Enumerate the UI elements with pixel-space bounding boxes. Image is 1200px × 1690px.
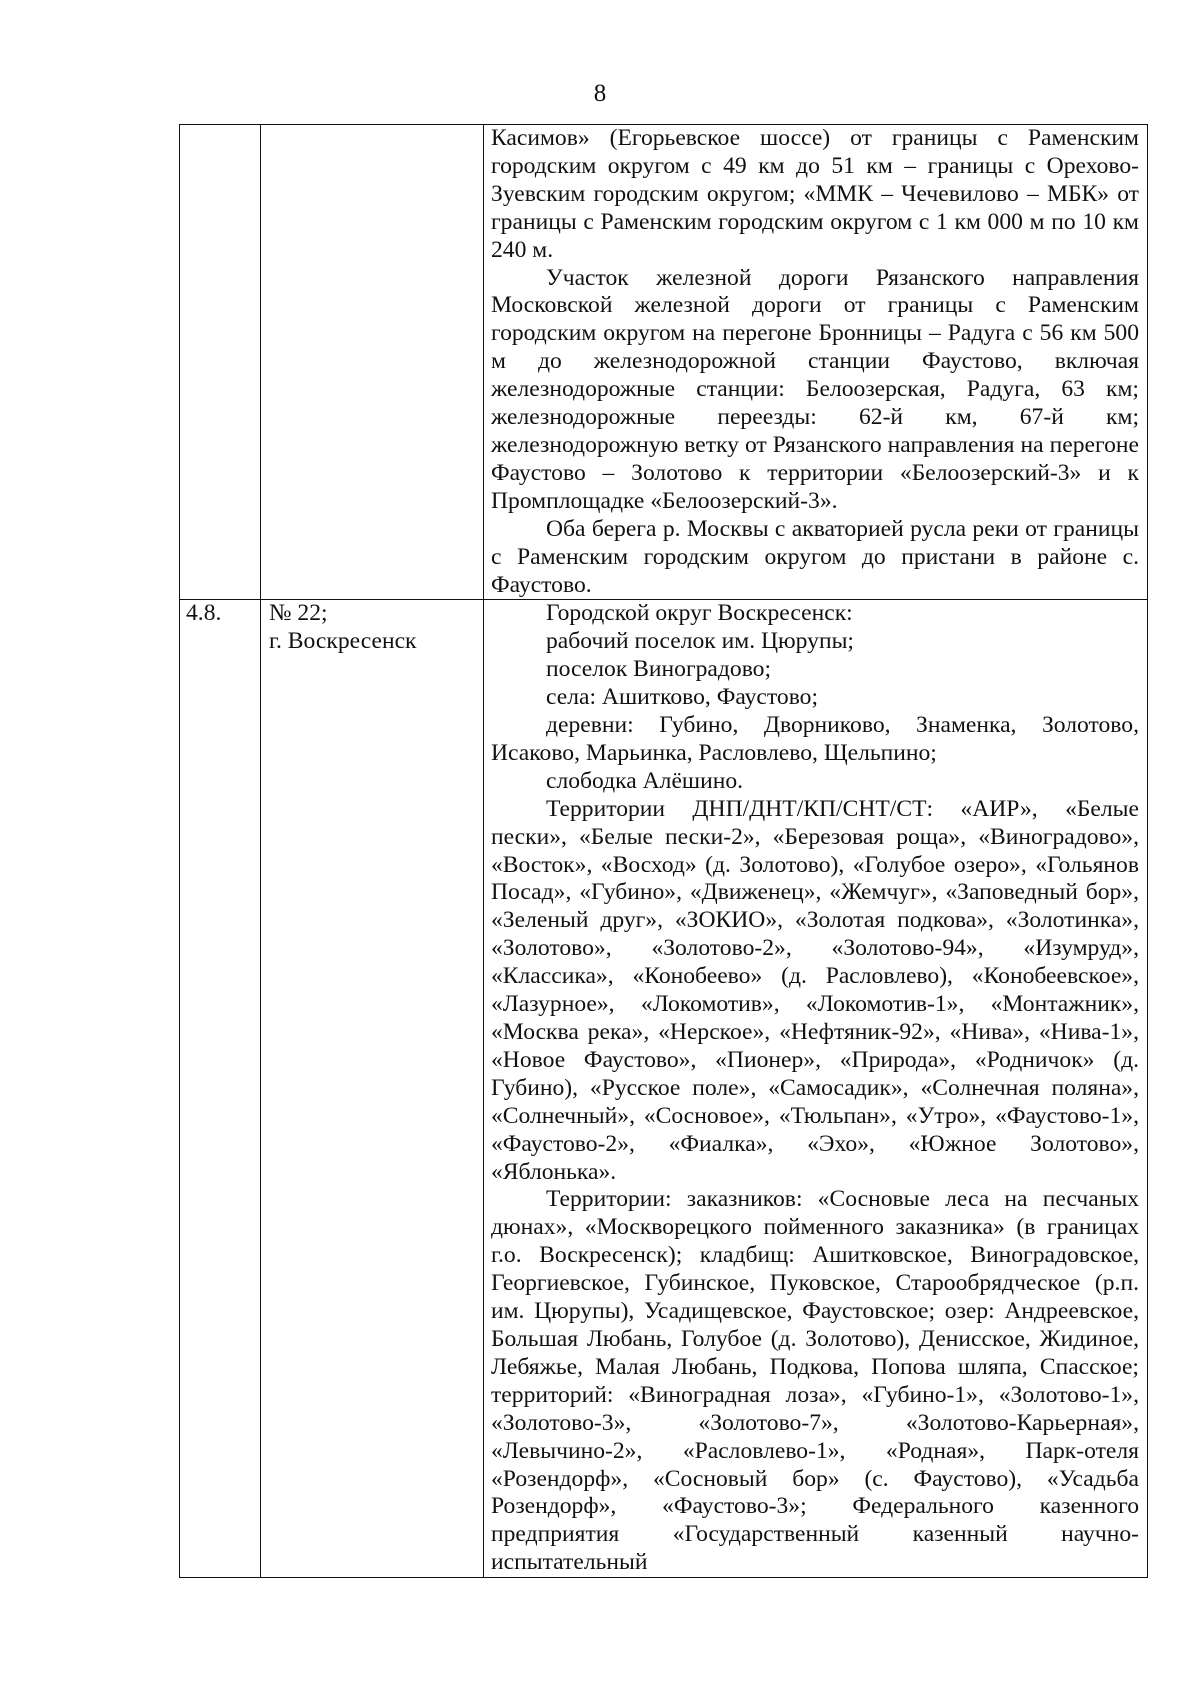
paragraph: деревни: Губино, Дворниково, Знаменка, Золотово, Исаково, Марьинка, Расловлево, Щельпино; bbox=[491, 712, 1139, 766]
paragraph: Участок железной дороги Рязанского направления Московской железной дороги от границы с Раменским городским округом на перегоне Бронницы – Радуга с 56 км 500 м до железнодорожной станции Фаустово, включая железнодорожные станции: Белоозерская, Радуга, 63 км; железнодорожные переезды: 62-й км, 67-й км; железнодорожную ветку от Рязанского направления на перегоне Фаустово – Золотово к территории «Белоозерский-3» и к Промплощадке «Белоозерский-3». bbox=[491, 264, 1139, 514]
paragraph: Касимов» (Егорьевское шоссе) от границы с Раменским городским округом с 49 км до 51 км – границы с Орехово-Зуевским городским округом; «ММК – Чечевилово – МБК» от границы с Раменским городским округом с 1 км 000 м по 10 км 240 м. bbox=[491, 125, 1139, 263]
paragraph: поселок Виноградово; bbox=[546, 656, 772, 683]
paragraph: Территории: заказников: «Сосновые леса на песчаных дюнах», «Москворецкого пойменного заказника» (в границах г.о. Воскресенск); кладбищ: Ашитковское, Виноградовское, Георгиевское, Губинское, Пуковское, Старообрядческое (р.п. им. Цюрупы), Усадищевское, Фаустовское; озер: Андреевское, Большая Любань, Голубое (д. Золотово), Денисское, Жидиное, Лебяжье, Малая Любань, Подкова, Попова шляпа, Спасское; территорий: «Виноградная лоза», «Губино-1», «Золотово-1», «Золотово-3», «Золотово-7», «Золотово-Карьерная», «Левычино-2», «Расловлево-1», «Родная», Парк-отеля «Розендорф», «Сосновый бор» (с. Фаустово), «Усадьба Розендорф», «Фаустово-3»; Федерального казенного предприятия «Государственный казенный научно-испытательный bbox=[491, 1186, 1139, 1576]
district-city: г. Воскресенск bbox=[269, 628, 417, 655]
district-number: № 22; bbox=[269, 600, 328, 627]
paragraph: рабочий поселок им. Цюрупы; bbox=[546, 628, 854, 655]
row-number-cell bbox=[180, 600, 261, 1578]
paragraph: Оба берега р. Москвы с акваторией русла реки от границы с Раменским городским округом до пристани в районе с. Фаустово. bbox=[491, 515, 1139, 598]
territory-description-cell bbox=[484, 125, 1148, 600]
row-number-cell bbox=[180, 125, 261, 600]
district-name-cell bbox=[261, 125, 484, 600]
territory-description-cell bbox=[484, 600, 1148, 1578]
page-number: 8 bbox=[593, 80, 607, 107]
table-row bbox=[180, 125, 1148, 600]
paragraph: слободка Алёшино. bbox=[546, 767, 744, 794]
paragraph: села: Ашитково, Фаустово; bbox=[546, 684, 819, 711]
document-table bbox=[179, 124, 1148, 1578]
paragraph: Территории ДНП/ДНТ/КП/СНТ/СТ: «АИР», «Белые пески», «Белые пески-2», «Березовая роща», «Виноградово», «Восток», «Восход» (д. Золотово), «Голубое озеро», «Гольянов Посад», «Губино», «Движенец», «Жемчуг», «Заповедный бор», «Зеленый друг», «ЗОКИО», «Золотая подкова», «Золотинка», «Золотово», «Золотово-2», «Золотово-94», «Изумруд», «Классика», «Конобеево» (д. Расловлево), «Конобеевское», «Лазурное», «Локомотив», «Локомотив-1», «Монтажник», «Москва река», «Нерское», «Нефтяник-92», «Нива», «Нива-1», «Новое Фаустово», «Пионер», «Природа», «Родничок» (д. Губино), «Русское поле», «Самосадик», «Солнечная поляна», «Солнечный», «Сосновое», «Тюльпан», «Утро», «Фаустово-1», «Фаустово-2», «Фиалка», «Эхо», «Южное Золотово», «Яблонька». bbox=[491, 795, 1139, 1185]
table-row bbox=[180, 600, 1148, 1578]
row-number: 4.8. bbox=[186, 600, 222, 627]
paragraph: Городской округ Воскресенск: bbox=[546, 600, 853, 627]
district-name-cell bbox=[261, 600, 484, 1578]
